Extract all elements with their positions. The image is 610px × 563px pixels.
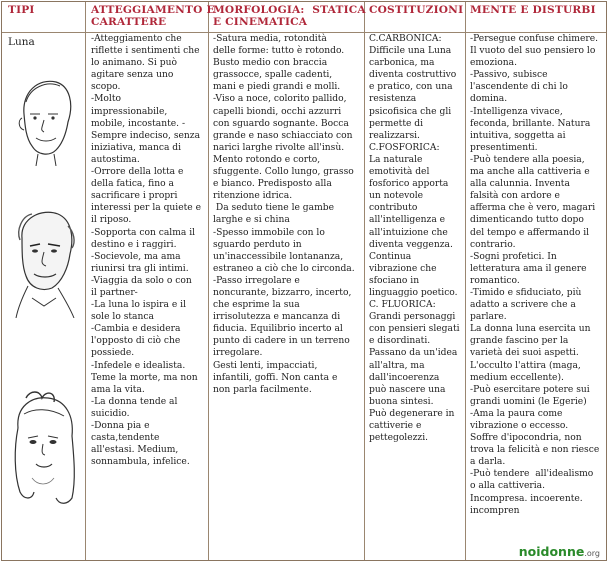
text-line: trova la felicità e non riesce bbox=[470, 445, 600, 456]
text-line: incompren bbox=[470, 505, 520, 516]
text-line: Soffre d'ipocondria, non bbox=[470, 433, 582, 444]
text-line: -Viso a noce, colorito pallido, bbox=[213, 94, 347, 105]
costituzioni-text bbox=[369, 33, 460, 444]
text-line: a darla. bbox=[470, 457, 506, 468]
text-line: un notevole bbox=[369, 191, 424, 202]
text-line: l'opposto di ciò che bbox=[91, 336, 181, 347]
header-tipi: TIPI bbox=[8, 4, 35, 16]
text-line: -Molto bbox=[91, 94, 121, 105]
text-line: contrario. bbox=[470, 239, 516, 250]
text-line: con pensieri slegati bbox=[369, 324, 460, 335]
text-line: riunirsi tra gli intimi. bbox=[91, 263, 189, 274]
text-line: grande fascino per la bbox=[470, 336, 569, 347]
text-line: sacrificare i propri bbox=[91, 191, 178, 202]
text-line: e bianco. Predisposto alla bbox=[213, 179, 332, 190]
text-line: varietà dei suoi aspetti. bbox=[470, 348, 579, 359]
text-line: larghe e si china bbox=[213, 215, 290, 226]
text-line: ritenzione idrica. bbox=[213, 191, 293, 202]
text-line: noncurante, bizzarro, incerto, bbox=[213, 287, 352, 298]
text-line: emotività del bbox=[369, 167, 430, 178]
text-line: sfuggente. Collo lungo, grasso bbox=[213, 167, 354, 178]
text-line: alla calunnia. Inventa bbox=[470, 179, 570, 190]
text-line: fosforico apporta bbox=[369, 179, 449, 190]
text-line: scopo. bbox=[91, 82, 121, 93]
column-divider bbox=[465, 2, 466, 560]
text-line: Mento rotondo e corto, bbox=[213, 154, 321, 165]
text-line: e disordinati. bbox=[369, 336, 431, 347]
text-line: un'inaccessibile lontananza, bbox=[213, 251, 344, 262]
text-line: intuitiva, soggetta ai bbox=[470, 130, 566, 141]
text-line: dimenticando tutto dopo bbox=[470, 215, 584, 226]
text-line: C.CARBONICA: bbox=[369, 34, 442, 44]
text-line: falsità con ardore e bbox=[470, 191, 560, 202]
text-line: sfociano in bbox=[369, 275, 420, 286]
text-line: domina. bbox=[470, 94, 508, 105]
text-line: parlare. bbox=[470, 312, 507, 323]
text-line: iniziativa, manca di bbox=[91, 142, 182, 153]
text-line: -Spesso immobile con lo bbox=[213, 227, 325, 238]
text-line: l'ascendente di chi lo bbox=[470, 82, 568, 93]
text-line: -Infedele e idealista. bbox=[91, 360, 186, 371]
text-line: casta,tendente bbox=[91, 433, 160, 444]
text-line: realizzarsi. bbox=[369, 130, 420, 141]
text-line: lo animano. Si può bbox=[91, 58, 177, 69]
text-line: possiede. bbox=[91, 348, 135, 359]
text-line: -La luna lo ispira e il bbox=[91, 300, 187, 311]
text-line: permette di bbox=[369, 118, 424, 129]
text-line: con sguardo sognante. Bocca bbox=[213, 118, 349, 129]
text-line: La naturale bbox=[369, 154, 423, 165]
text-line: sonnambula, infelice. bbox=[91, 457, 190, 468]
header-mente: MENTE E DISTURBI bbox=[470, 4, 596, 16]
text-line: Gesti lenti, impacciati, bbox=[213, 360, 318, 371]
text-line: sole lo stanca bbox=[91, 312, 154, 323]
text-line: autostima. bbox=[91, 154, 140, 165]
text-line: Sempre indeciso, senza bbox=[91, 130, 201, 141]
text-line: carbonica, ma bbox=[369, 58, 435, 69]
old-man-face-illustration bbox=[12, 208, 78, 318]
text-line: ma anche alla cattiveria e bbox=[470, 167, 590, 178]
table-frame bbox=[1, 1, 607, 561]
text-line: adatto a scrivere che a bbox=[470, 300, 576, 311]
text-line: C.FOSFORICA: bbox=[369, 142, 440, 153]
text-line: all'altra, ma bbox=[369, 360, 425, 371]
text-line: o alla cattiveria. bbox=[470, 481, 545, 492]
text-line: -Sopporta con calma il bbox=[91, 227, 196, 238]
text-line: interessi per la quiete e bbox=[91, 203, 201, 214]
text-line: -Può esercitare potere sui bbox=[470, 384, 590, 395]
text-line: ama la vita. bbox=[91, 384, 145, 395]
woman-face-illustration bbox=[10, 388, 80, 510]
text-line: suicidio. bbox=[91, 408, 130, 419]
text-line: agitare senza uno bbox=[91, 70, 174, 81]
text-line: vibrazione o eccesso. bbox=[470, 421, 569, 431]
text-line: -Intelligenza vivace, bbox=[470, 106, 563, 117]
text-line: L'occulto l'attira (maga, bbox=[470, 360, 581, 371]
text-line: grandi uomini (le Egerie) bbox=[470, 396, 587, 407]
text-line: Grandi personaggi bbox=[369, 312, 456, 323]
text-line: C. FLUORICA: bbox=[369, 300, 436, 311]
text-line: Difficile una Luna bbox=[369, 46, 452, 57]
text-line: -Cambia e desidera bbox=[91, 324, 181, 335]
man-face-illustration bbox=[16, 74, 76, 166]
text-line: irregolare. bbox=[213, 348, 263, 359]
column-divider bbox=[208, 2, 209, 560]
text-line: letteratura ama il genere bbox=[470, 263, 587, 274]
text-line: impressionabile, bbox=[91, 106, 168, 117]
text-line: psicofisica che gli bbox=[369, 106, 452, 117]
text-line: diventa costruttivo bbox=[369, 70, 457, 81]
text-line: può nascere una bbox=[369, 384, 446, 395]
column-divider bbox=[85, 2, 86, 560]
text-line: -Può tendere alla poesia, bbox=[470, 154, 585, 165]
text-line: non parla facilmente. bbox=[213, 384, 312, 395]
mente-text bbox=[470, 33, 599, 517]
text-line: contributo bbox=[369, 203, 418, 214]
text-line: e pratico, con una bbox=[369, 82, 453, 93]
text-line: medium eccellente). bbox=[470, 372, 564, 383]
text-line: -Socievole, ma ama bbox=[91, 251, 181, 262]
type-name: Luna bbox=[8, 36, 35, 48]
text-line: fiducia. Equilibrio incerto al bbox=[213, 324, 343, 335]
text-line: -Timido e sfiduciato, più bbox=[470, 287, 582, 298]
text-line: Incompresa. incoerente. bbox=[470, 493, 583, 504]
text-line: capelli biondi, occhi azzurri bbox=[213, 106, 342, 117]
text-line: all'intuizione che bbox=[369, 227, 448, 238]
atteggiamento-text bbox=[91, 33, 201, 468]
text-line: -Ama la paura come bbox=[470, 408, 563, 419]
text-line: -Può tendere all'idealismo bbox=[470, 469, 594, 480]
text-line: mani e piedi grandi e molli. bbox=[213, 82, 341, 93]
text-line: Da seduto tiene le gambe bbox=[213, 203, 334, 214]
text-line: cattiverie e bbox=[369, 421, 422, 431]
text-line: resistenza bbox=[369, 94, 417, 105]
header-atteggiamento: ATTEGGIAMENTO E CARATTERE bbox=[91, 4, 215, 28]
watermark-logo bbox=[519, 544, 600, 559]
text-line: grassocce, spalle cadenti, bbox=[213, 70, 333, 81]
text-line: sguardo perduto in bbox=[213, 239, 302, 250]
text-line: buona sintesi. bbox=[369, 396, 434, 407]
text-line: che esprime la sua bbox=[213, 300, 300, 311]
text-line: -Orrore della lotta e bbox=[91, 167, 184, 178]
text-line: del tempo e affermando il bbox=[470, 227, 590, 238]
text-line: infantili, goffi. Non canta e bbox=[213, 372, 338, 383]
text-line: irrisolutezza e mancanza di bbox=[213, 312, 341, 323]
text-line: destino e i raggiri. bbox=[91, 239, 177, 250]
text-line: -La donna tende al bbox=[91, 396, 178, 407]
column-divider bbox=[364, 2, 365, 560]
text-line: La donna luna esercita un bbox=[470, 324, 591, 335]
text-line: linguaggio poetico. bbox=[369, 287, 458, 298]
text-line: pettegolezzi. bbox=[369, 433, 429, 444]
text-line: -Persegue confuse chimere. bbox=[470, 34, 599, 44]
text-line: -Satura media, rotondità bbox=[213, 34, 327, 44]
text-line: presentimenti. bbox=[470, 142, 538, 153]
text-line: il riposo. bbox=[91, 215, 132, 226]
header-morfologia: MORFOLOGIA: STATICA E CINEMATICA bbox=[213, 4, 366, 28]
text-line: -Viaggia da solo o con bbox=[91, 275, 192, 286]
text-line: romantico. bbox=[470, 275, 520, 286]
text-line: delle forme: tutto è rotondo. bbox=[213, 46, 345, 57]
text-line: Il vuoto del suo pensiero lo bbox=[470, 46, 596, 57]
text-line: della fatica, fino a bbox=[91, 179, 174, 190]
text-line: -Atteggiamento che bbox=[91, 34, 182, 44]
text-line: all'intelligenza e bbox=[369, 215, 446, 226]
text-line: punto di cadere in un terreno bbox=[213, 336, 350, 347]
text-line: narici larghe rivolte all'insù. bbox=[213, 142, 345, 153]
text-line: -Donna pia e bbox=[91, 421, 150, 431]
text-line: emoziona. bbox=[470, 58, 517, 69]
text-line: Continua bbox=[369, 251, 412, 262]
text-line: Busto medio con braccia bbox=[213, 58, 328, 69]
text-line: afferma che è vero, magari bbox=[470, 203, 596, 214]
text-line: il partner- bbox=[91, 287, 138, 298]
text-line: dall'incoerenza bbox=[369, 372, 440, 383]
text-line: Può degenerare in bbox=[369, 408, 455, 419]
text-line: mobile, incostante. - bbox=[91, 118, 186, 129]
watermark-brand: noidonne bbox=[518, 544, 585, 559]
text-line: all'estasi. Medium, bbox=[91, 445, 179, 456]
header-costituzioni: COSTITUZIONI bbox=[369, 4, 464, 16]
text-line: -Passivo, subisce bbox=[470, 70, 548, 81]
text-line: diventa veggenza. bbox=[369, 239, 453, 250]
text-line: grande e naso schiacciato con bbox=[213, 130, 353, 141]
text-line: Passano da un'idea bbox=[369, 348, 458, 359]
text-line: -Sogni profetici. In bbox=[470, 251, 557, 262]
text-line: vibrazione che bbox=[369, 263, 437, 274]
text-line: -Passo irregolare e bbox=[213, 275, 300, 286]
text-line: Teme la morte, ma non bbox=[91, 372, 198, 383]
watermark-tld: .org bbox=[584, 549, 600, 558]
text-line: estraneo a ciò che lo circonda. bbox=[213, 263, 355, 274]
text-line: feconda, brillante. Natura bbox=[470, 118, 591, 129]
morfologia-text bbox=[213, 33, 355, 396]
text-line: riflette i sentimenti che bbox=[91, 46, 200, 57]
